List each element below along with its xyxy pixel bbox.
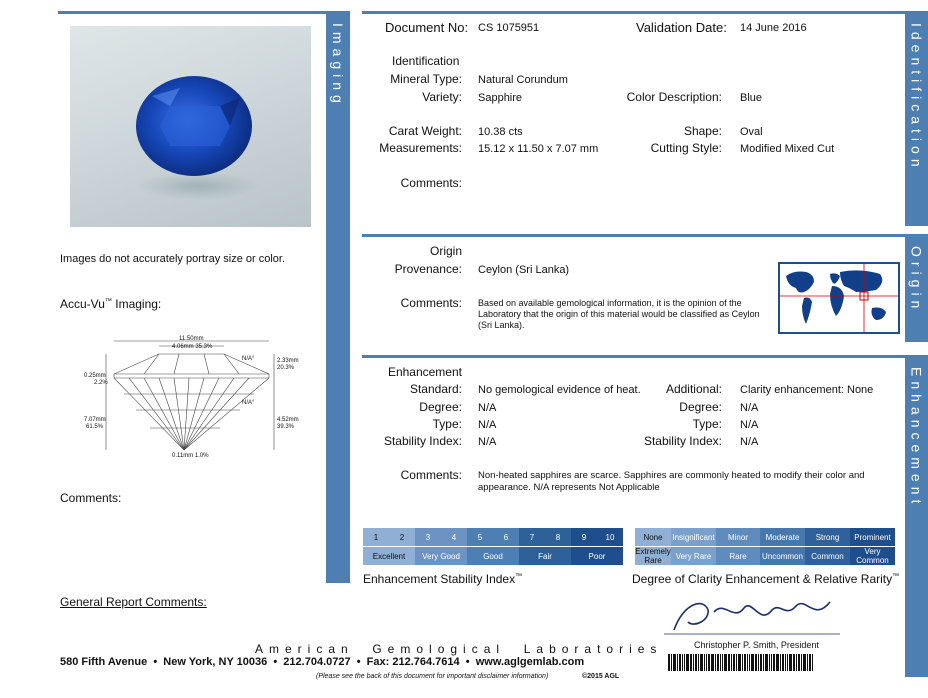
- stability-num-9: 9: [581, 532, 587, 542]
- standard-label: Standard:: [409, 382, 462, 396]
- origin-comments-value: Based on available gemological information, it is the opinion of the Laboratory that the origin of this material would be classified as Ceylon (Sri Lanka).: [478, 298, 760, 330]
- color-description-label: Color Description:: [626, 90, 722, 104]
- clarity-top-strong: Strong: [805, 528, 850, 546]
- na-mid-label: N/A°: [242, 400, 255, 406]
- signature: [664, 592, 844, 638]
- clarity-bottom-rare: Rare: [716, 547, 760, 565]
- clarity-caption-text: Degree of Clarity Enhancement & Relative Rarity: [632, 572, 893, 586]
- stability-label-very-good: Very Good: [415, 547, 467, 565]
- pavilion-mm-label: 4.52mm: [277, 417, 299, 423]
- shape-label: Shape:: [683, 124, 722, 138]
- stability-cell-4: [519, 528, 571, 546]
- clarity-bottom-common: Common: [805, 547, 850, 565]
- stability-label-good: Good: [467, 547, 519, 565]
- stability-label-fair: Fair: [519, 547, 571, 565]
- clarity-bottom-very-common: Very Common: [850, 547, 895, 565]
- width-label: 11.50mm: [179, 336, 204, 342]
- type-value: N/A: [478, 419, 497, 431]
- stability-num-4: 4: [451, 532, 457, 542]
- identification-rule: [362, 11, 905, 14]
- degree-value: N/A: [478, 402, 497, 414]
- measurements-value: 15.12 x 11.50 x 7.07 mm: [478, 143, 599, 155]
- pavilion-pct-label: 39.3%: [277, 424, 295, 430]
- clarity-scale: [635, 528, 895, 566]
- barcode: [668, 654, 844, 671]
- origin-tab: [905, 234, 928, 342]
- crown-pct-label: 20.3%: [277, 365, 295, 371]
- origin-rule: [362, 234, 905, 237]
- enhancement-rule: [362, 355, 905, 358]
- mineral-type-value: Natural Corundum: [478, 74, 568, 86]
- standard-value: No gemological evidence of heat.: [478, 384, 641, 396]
- gem-photo: [70, 26, 311, 227]
- stability-index-additional-label: Stability Index:: [643, 434, 722, 448]
- general-report-comments-label: General Report Comments:: [60, 595, 207, 609]
- signature-stroke: [674, 602, 830, 630]
- na-top-label: N/A°: [242, 356, 255, 362]
- accu-vu-label: Accu-Vu: [60, 297, 105, 311]
- accu-vu-suffix: Imaging:: [111, 297, 162, 311]
- stability-cell-2: [415, 528, 467, 546]
- enhancement-heading: Enhancement: [387, 365, 462, 379]
- stability-cell-5: [571, 528, 623, 546]
- clarity-bottom-uncommon: Uncommon: [760, 547, 805, 565]
- provenance-label: Provenance:: [394, 262, 462, 276]
- stability-num-6: 6: [503, 532, 509, 542]
- clarity-top-moderate: Moderate: [760, 528, 805, 546]
- clarity-top-insignificant: Insignificant: [671, 528, 716, 546]
- identification-tab: [905, 11, 928, 226]
- depth-pct-label: 61.5%: [86, 424, 104, 430]
- clarity-top-minor: Minor: [716, 528, 760, 546]
- accu-vu-title: [60, 297, 161, 311]
- clarity-bottom-extremely-rare: Extremely Rare: [635, 547, 671, 565]
- provenance-value: Ceylon (Sri Lanka): [478, 264, 570, 276]
- stability-num-3: 3: [425, 532, 431, 542]
- clarity-top-none: None: [635, 528, 671, 546]
- clarity-caption-tm: ™: [892, 573, 900, 580]
- degree-additional-label: Degree:: [679, 400, 722, 414]
- stability-scale-caption: [363, 572, 522, 586]
- left-comments-label: Comments:: [60, 491, 122, 505]
- lab-name: American Gemological Laboratories: [255, 642, 663, 656]
- type-additional-value: N/A: [740, 419, 759, 431]
- signer-name: Christopher P. Smith, President: [694, 640, 819, 650]
- additional-label: Additional:: [665, 382, 722, 396]
- carat-weight-value: 10.38 cts: [478, 126, 523, 138]
- origin-comments-label: Comments:: [400, 296, 462, 310]
- stability-num-2: 2: [399, 532, 405, 542]
- girdle-pct-label: 2.2%: [94, 380, 108, 386]
- profile-diagram: [84, 334, 314, 459]
- origin-heading: Origin: [429, 244, 462, 258]
- degree-additional-value: N/A: [740, 402, 759, 414]
- document-number-label: Document No:: [385, 20, 469, 35]
- clarity-scale-caption: [632, 572, 899, 586]
- stability-num-5: 5: [477, 532, 483, 542]
- footer-disclaimer: (Please see the back of this document for important disclaimer information): [316, 673, 549, 680]
- origin-tab-label: Origin: [908, 246, 925, 314]
- table-label: 4.06mm 35.3%: [172, 344, 213, 350]
- left-top-rule: [58, 11, 326, 14]
- clarity-bottom-very-rare: Very Rare: [671, 547, 716, 565]
- cutting-style-value: Modified Mixed Cut: [740, 143, 835, 155]
- type-label: Type:: [432, 417, 462, 431]
- enhancement-comments-value: Non-heated sapphires are scarce. Sapphires are commonly heated to modify their color and appearance. N/A represents Not Applicable: [478, 470, 865, 493]
- variety-value: Sapphire: [478, 92, 523, 104]
- footer-copyright: ©2015 AGL: [582, 673, 620, 680]
- validation-date-value: 14 June 2016: [740, 22, 807, 34]
- enhancement-comments-label: Comments:: [400, 468, 462, 482]
- stability-index-label: Stability Index:: [383, 434, 462, 448]
- gem-table-facet: [160, 106, 230, 146]
- color-description-value: Blue: [740, 92, 763, 104]
- validation-date-label: Validation Date:: [636, 20, 727, 35]
- clarity-top-prominent: Prominent: [850, 528, 895, 546]
- identification-heading: Identification: [392, 54, 460, 68]
- stability-index-additional-value: N/A: [740, 436, 759, 448]
- world-map: [778, 262, 900, 334]
- enhancement-tab-label: Enhancement: [908, 367, 925, 509]
- stability-index-value: N/A: [478, 436, 497, 448]
- type-additional-label: Type:: [692, 417, 722, 431]
- stability-num-7: 7: [529, 532, 535, 542]
- stability-caption-text: Enhancement Stability Index: [363, 572, 516, 586]
- stability-caption-tm: ™: [515, 573, 523, 580]
- crown-height-label: 2.33mm: [277, 358, 299, 364]
- imaging-tab-label: Imaging: [330, 23, 346, 108]
- world-map-svg: [780, 264, 898, 332]
- cutting-style-label: Cutting Style:: [650, 141, 722, 155]
- stability-num-1: 1: [373, 532, 379, 542]
- shape-value: Oval: [740, 126, 763, 138]
- stability-label-excellent: Excellent: [363, 547, 415, 565]
- stability-label-poor: Poor: [571, 547, 623, 565]
- additional-value: Clarity enhancement: None: [740, 384, 874, 396]
- stability-cell-1: [363, 528, 415, 546]
- stability-scale: [363, 528, 623, 566]
- identification-comments-label: Comments:: [400, 176, 462, 190]
- gem-photo-svg: [70, 26, 311, 227]
- gem-shadow: [136, 172, 260, 200]
- facet-lines: [124, 354, 254, 450]
- stability-num-10: 10: [605, 532, 615, 542]
- image-disclaimer: Images do not accurately portray size or color.: [60, 253, 285, 265]
- stability-cell-3: [467, 528, 519, 546]
- document-number-value: CS 1075951: [478, 22, 540, 34]
- depth-mm-label: 7.07mm: [84, 417, 106, 423]
- enhancement-tab: [905, 355, 928, 677]
- culet-label: 0.11mm 1.0%: [172, 453, 209, 459]
- identification-tab-label: Identification: [908, 23, 925, 172]
- lab-address: 580 Fifth Avenue • New York, NY 10036 • 212.704.0727 • Fax: 212.764.7614 • www.aglgemlab.com: [60, 656, 585, 668]
- stability-num-8: 8: [555, 532, 561, 542]
- measurements-label: Measurements:: [379, 141, 462, 155]
- variety-label: Variety:: [422, 90, 462, 104]
- girdle-mm-label: 0.25mm: [84, 373, 106, 379]
- mineral-type-label: Mineral Type:: [390, 72, 462, 86]
- carat-weight-label: Carat Weight:: [388, 124, 462, 138]
- degree-label: Degree:: [419, 400, 462, 414]
- accu-vu-tm: ™: [104, 298, 112, 305]
